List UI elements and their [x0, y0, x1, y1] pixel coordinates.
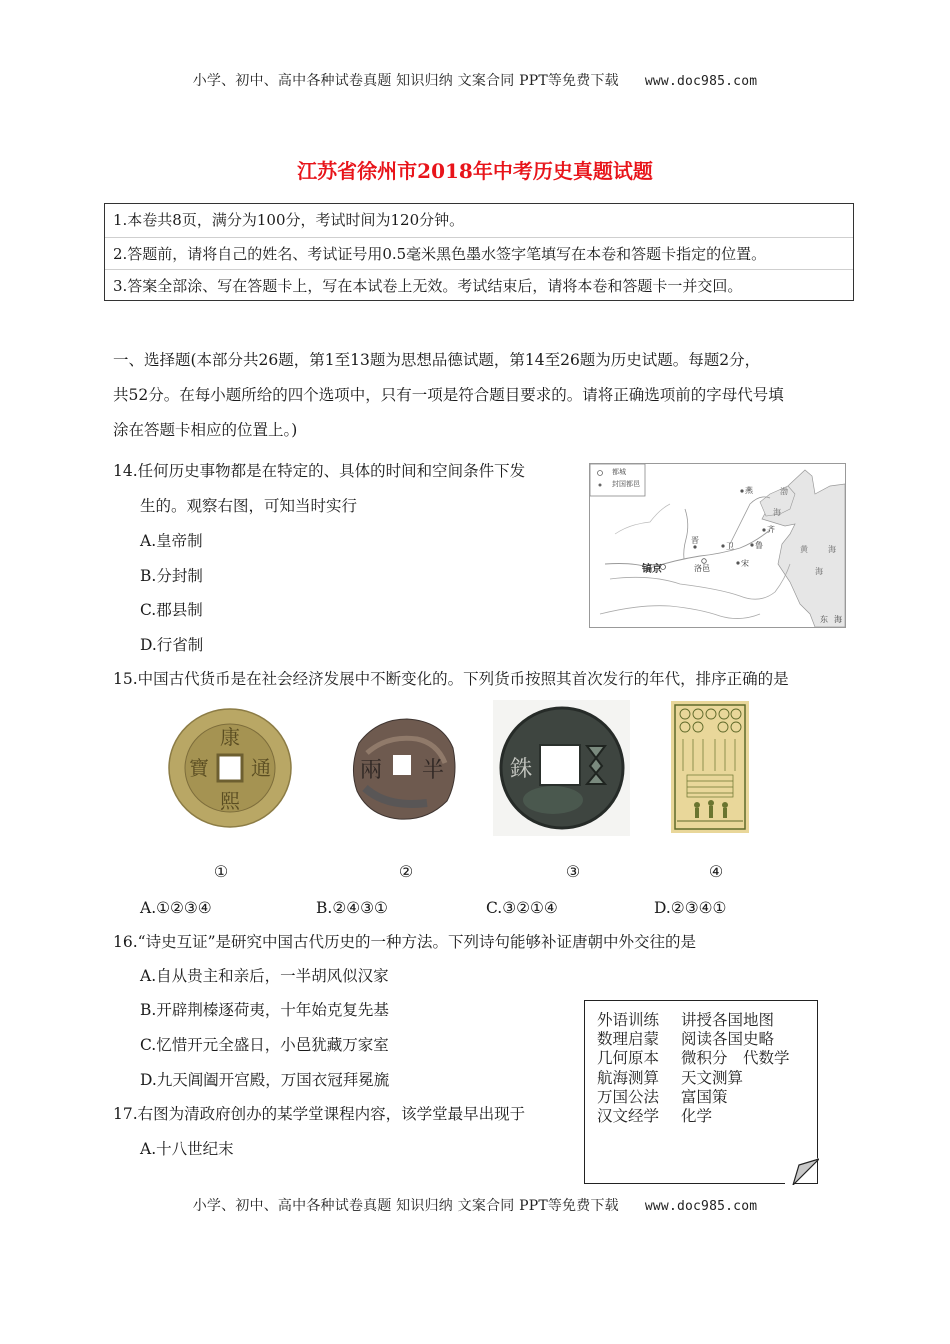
map-label-yan: 燕 — [745, 486, 753, 495]
course-item: 数理启蒙 — [597, 1030, 660, 1048]
map-label-qi: 齐 — [767, 525, 775, 534]
map-label-song: 宋 — [741, 559, 749, 568]
jiaozi-note-image — [671, 701, 749, 833]
coin-label-4: ④ — [708, 862, 724, 881]
svg-text:兩: 兩 — [359, 758, 383, 783]
course-item: 富国策 — [681, 1088, 728, 1106]
svg-text:熙: 熙 — [220, 789, 240, 813]
course-row — [597, 1011, 775, 1031]
q14-option-b: B.分封制 — [140, 567, 203, 585]
q17-stem: 17.右图为清政府创办的某学堂课程内容，该学堂最早出现于 — [113, 1105, 526, 1123]
notice-item: 1.本卷共8页，满分为100分，考试时间为120分钟。 — [113, 211, 465, 229]
q16-option-d: D.九天阊阖开宫殿，万国衣冠拜冕旒 — [140, 1071, 390, 1089]
q15-option-c: C.③②①④ — [486, 899, 558, 917]
course-item: 外语训练 — [597, 1011, 660, 1029]
course-row — [597, 1030, 775, 1050]
course-row — [597, 1088, 728, 1108]
page-footer — [0, 1195, 950, 1215]
section-instruction-line: 涂在答题卡相应的位置上。) — [113, 421, 298, 439]
map-label-luoyi: 洛邑 — [694, 564, 710, 573]
course-row — [597, 1107, 713, 1127]
notice-item: 3.答案全部涂、写在答题卡上，写在本试卷上无效。考试结束后，请将本卷和答题卡一并交回。 — [105, 269, 853, 302]
map-label-lu: 鲁 — [755, 541, 763, 550]
q16-option-b: B.开辟荆榛逐荷夷，十年始克复先基 — [140, 1001, 389, 1019]
svg-text:康: 康 — [220, 725, 240, 749]
svg-text:寶: 寶 — [189, 756, 209, 780]
course-row — [597, 1069, 744, 1089]
coin-image-banliang — [347, 713, 459, 823]
notice-box — [104, 203, 854, 301]
page-header — [0, 70, 950, 90]
notice-item: 2.答题前，请将自己的姓名、考试证号用0.5毫米黑色墨水签字笔填写在本卷和答题卡指定的位置。 — [105, 237, 853, 270]
map-label-haojing: 镐京 — [642, 564, 662, 575]
course-item: 天文测算 — [681, 1069, 744, 1087]
q14-option-d: D.行省制 — [140, 636, 204, 654]
course-item: 万国公法 — [597, 1088, 660, 1106]
course-item: 微积分 代数学 — [681, 1049, 790, 1067]
map-label-huang: 黄 — [800, 545, 808, 554]
q14-stem-cont: 生的。观察右图，可知当时实行 — [140, 497, 358, 515]
svg-text:半: 半 — [421, 758, 445, 783]
course-row — [597, 1049, 790, 1069]
wuzhu-coin-graphic — [493, 700, 630, 836]
q16-stem: 16.“诗史互证”是研究中国古代历史的一种方法。下列诗句能够补证唐朝中外交往的是 — [113, 933, 697, 951]
map-label-dong: 东 — [820, 615, 828, 624]
section-instruction-line: 一、选择题(本部分共26题，第1至13题为思想品德试题，第14至26题为历史试题。每题2分， — [113, 351, 761, 369]
q15-option-d: D.②③④① — [654, 899, 727, 917]
banliang-coin-graphic — [347, 713, 459, 823]
footer-text: 小学、初中、高中各种试卷真题 知识归纳 文案合同 PPT等免费下载 — [192, 1198, 619, 1214]
q16-option-c: C.忆惜开元全盛日，小邑犹藏万家室 — [140, 1036, 389, 1054]
header-text: 小学、初中、高中各种试卷真题 知识归纳 文案合同 PPT等免费下载 — [192, 73, 619, 89]
q14-option-c: C.郡县制 — [140, 601, 203, 619]
svg-text:銖: 銖 — [509, 757, 533, 782]
jiaozi-note-graphic — [671, 701, 749, 833]
map-label-huanghai-hai: 海 — [828, 545, 836, 554]
western-zhou-map — [589, 463, 846, 628]
map-label-wei: 卫 — [726, 542, 734, 551]
course-item: 汉文经学 — [597, 1107, 660, 1125]
course-item: 几何原本 — [597, 1049, 660, 1067]
header-url[interactable]: www.doc985.com — [644, 74, 758, 89]
q15-option-b: B.②④③① — [316, 899, 388, 917]
coin-image-wuzhu — [493, 700, 630, 836]
q14-option-a: A.皇帝制 — [140, 532, 203, 550]
coin-label-3: ③ — [565, 862, 581, 881]
page-title: 江苏省徐州市2018年中考历史真题试题 — [297, 159, 653, 183]
q16-option-a: A.自从贵主和亲后，一半胡风似汉家 — [140, 967, 389, 985]
kangxi-coin-graphic — [168, 708, 293, 829]
map-label-sea: 海 — [815, 567, 823, 576]
q15-option-a: A.①②③④ — [140, 899, 212, 917]
coin-label-2: ② — [398, 862, 414, 881]
page-curl-icon — [785, 1157, 819, 1185]
svg-text:通: 通 — [251, 756, 271, 780]
coin-label-1: ① — [213, 862, 229, 881]
q17-option-a: A.十八世纪末 — [140, 1140, 234, 1158]
course-item: 化学 — [681, 1107, 713, 1125]
map-label-jin: 晋 — [691, 536, 699, 545]
coin-image-kangxi — [168, 708, 293, 829]
course-item: 讲授各国地图 — [681, 1011, 775, 1029]
course-content-box — [584, 1000, 818, 1184]
q15-stem: 15.中国古代货币是在社会经济发展中不断变化的。下列货币按照其首次发行的年代，排序正确的是 — [113, 670, 789, 688]
course-item: 阅读各国史略 — [681, 1030, 775, 1048]
map-legend-fief: 封国都邑 — [612, 480, 640, 488]
footer-url[interactable]: www.doc985.com — [644, 1199, 758, 1214]
q14-stem: 14.任何历史事物都是在特定的、具体的时间和空间条件下发 — [113, 462, 526, 480]
map-label-bohai-hai: 海 — [773, 508, 781, 517]
map-legend-capital: 都城 — [612, 468, 626, 476]
course-item: 航海测算 — [597, 1069, 660, 1087]
map-label-bo: 渤 — [780, 487, 788, 496]
section-instruction-line: 共52分。在每小题所给的四个选项中，只有一项是符合题目要求的。请将正确选项前的字母代号填 — [113, 386, 784, 404]
map-label-donghai-hai: 海 — [834, 615, 842, 624]
